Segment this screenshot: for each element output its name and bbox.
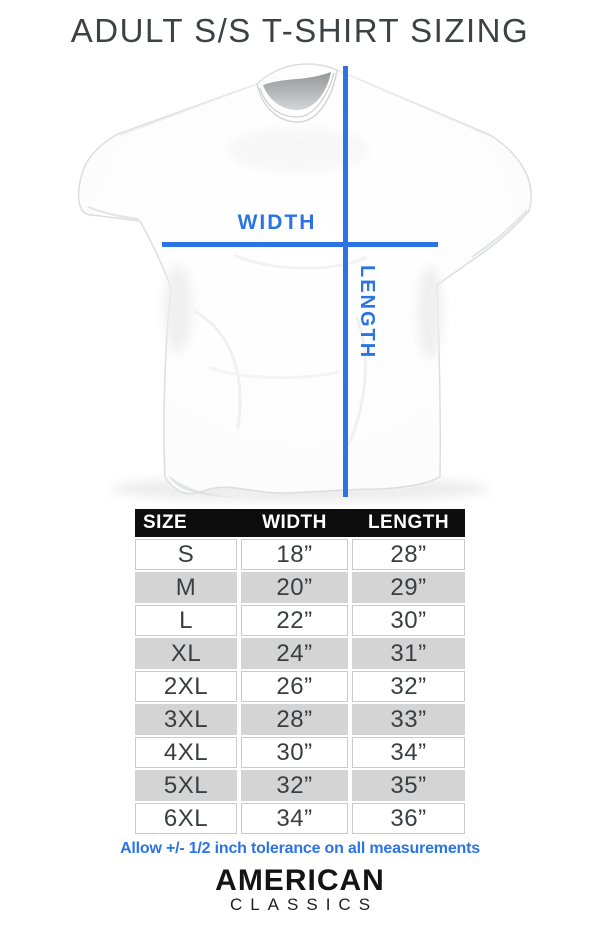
table-cell-s-length: 28”	[352, 539, 465, 570]
brand-logo	[0, 865, 600, 913]
table-cell-2xl-size: 2XL	[135, 671, 237, 702]
table-cell-4xl-width: 30”	[241, 737, 348, 768]
table-cell-5xl-width: 32”	[241, 770, 348, 801]
table-cell-xl-size: XL	[135, 638, 237, 669]
right-armpit-shade	[417, 266, 443, 358]
size-table-header	[135, 509, 465, 537]
table-cell-m-length: 29”	[352, 572, 465, 603]
table-cell-xl-width: 24”	[241, 638, 348, 669]
table-cell-l-size: L	[135, 605, 237, 636]
table-cell-l-width: 22”	[241, 605, 348, 636]
size-table-body	[135, 539, 465, 834]
brand-subname: CLASSICS	[229, 895, 379, 914]
length-label: LENGTH	[356, 265, 378, 360]
table-cell-s-size: S	[135, 539, 237, 570]
table-cell-4xl-size: 4XL	[135, 737, 237, 768]
table-cell-3xl-width: 28”	[241, 704, 348, 735]
table-cell-s-width: 18”	[241, 539, 348, 570]
table-cell-5xl-length: 35”	[352, 770, 465, 801]
header-length: LENGTH	[367, 512, 450, 533]
table-cell-4xl-length: 34”	[352, 737, 465, 768]
table-cell-m-width: 20”	[241, 572, 348, 603]
tolerance-note: Allow +/- 1/2 inch tolerance on all measurements	[120, 840, 480, 857]
width-label: WIDTH	[237, 211, 317, 234]
length-measure-line	[343, 66, 348, 497]
table-cell-2xl-width: 26”	[241, 671, 348, 702]
table-cell-l-length: 30”	[352, 605, 465, 636]
table-cell-6xl-length: 36”	[352, 803, 465, 834]
header-size: SIZE	[143, 512, 188, 533]
table-cell-2xl-length: 32”	[352, 671, 465, 702]
page-title: ADULT S/S T-SHIRT SIZING	[70, 12, 530, 49]
table-cell-xl-length: 31”	[352, 638, 465, 669]
table-cell-6xl-size: 6XL	[135, 803, 237, 834]
table-cell-m-size: M	[135, 572, 237, 603]
tshirt-illustration	[60, 55, 540, 505]
left-armpit-shade	[164, 264, 192, 352]
table-cell-3xl-length: 33”	[352, 704, 465, 735]
header-width: WIDTH	[262, 512, 327, 533]
width-measure-line	[162, 242, 438, 247]
table-cell-3xl-size: 3XL	[135, 704, 237, 735]
table-cell-6xl-width: 34”	[241, 803, 348, 834]
tshirt-diagram	[0, 55, 600, 505]
table-cell-5xl-size: 5XL	[135, 770, 237, 801]
brand-name: AMERICAN	[215, 864, 385, 897]
